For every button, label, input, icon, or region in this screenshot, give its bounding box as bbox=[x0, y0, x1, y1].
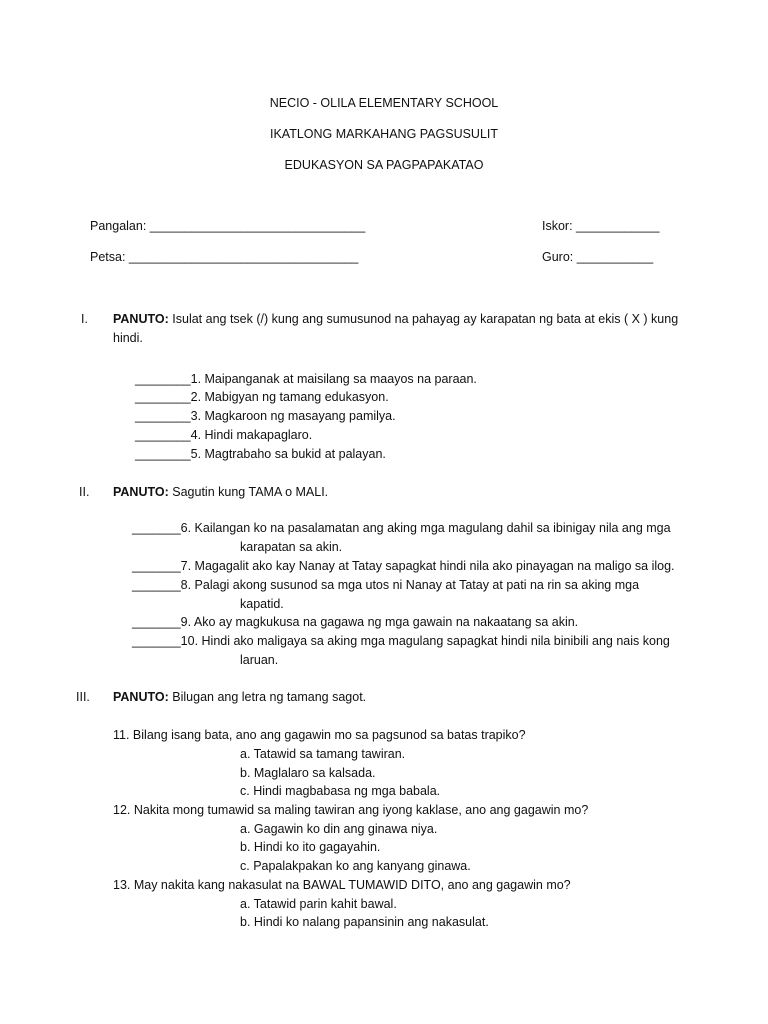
part3-instruction bbox=[113, 689, 366, 705]
score-field[interactable]: Iskor: ____________ bbox=[542, 219, 660, 233]
q12-option-b[interactable]: b. Hindi ko ito gagayahin. bbox=[240, 840, 381, 854]
part2-item-6-cont: karapatan sa akin. bbox=[240, 540, 343, 554]
q11-option-c[interactable]: c. Hindi magbabasa ng mga babala. bbox=[240, 784, 441, 798]
question-13: 13. May nakita kang nakasulat na BAWAL TUMAWID DITO, ano ang gagawin mo? bbox=[113, 878, 571, 892]
part3-instruction-text: Bilugan ang letra ng tamang sagot. bbox=[168, 690, 367, 704]
part2-item-9[interactable]: _______9. Ako ay magkukusa na gagawa ng mga gawain na nakaatang sa akin. bbox=[132, 615, 579, 629]
q11-option-a[interactable]: a. Tatawid sa tamang tawiran. bbox=[240, 747, 406, 761]
part1-label: PANUTO: bbox=[113, 312, 169, 326]
part1-item-4[interactable]: ________4. Hindi makapaglaro. bbox=[135, 428, 313, 442]
date-field[interactable]: Petsa: _________________________________ bbox=[90, 250, 359, 264]
question-12: 12. Nakita mong tumawid sa maling tawiran ang iyong kaklase, ano ang gagawin mo? bbox=[113, 803, 589, 817]
part2-label: PANUTO: bbox=[113, 485, 169, 499]
part1-instruction bbox=[113, 311, 678, 327]
part2-item-8-cont: kapatid. bbox=[240, 597, 284, 611]
part1-item-5[interactable]: ________5. Magtrabaho sa bukid at palayan. bbox=[135, 447, 386, 461]
part3-label: PANUTO: bbox=[113, 690, 169, 704]
part2-item-6[interactable]: _______6. Kailangan ko na pasalamatan ang aking mga magulang dahil sa ibinigay nila ang mga bbox=[132, 521, 671, 535]
part1-item-1[interactable]: ________1. Maipanganak at maisilang sa maayos na paraan. bbox=[135, 372, 477, 386]
school-name: NECIO - OLILA ELEMENTARY SCHOOL bbox=[269, 96, 499, 110]
q12-option-a[interactable]: a. Gagawin ko din ang ginawa niya. bbox=[240, 822, 438, 836]
part2-item-7[interactable]: _______7. Magagalit ako kay Nanay at Tatay sapagkat hindi nila ako pinayagan na maligo sa ilog. bbox=[132, 559, 675, 573]
part1-numeral: I. bbox=[81, 312, 88, 326]
part2-instruction-text: Sagutin kung TAMA o MALI. bbox=[168, 485, 329, 499]
question-11: 11. Bilang isang bata, ano ang gagawin mo sa pagsunod sa batas trapiko? bbox=[113, 728, 526, 742]
part2-item-8[interactable]: _______8. Palagi akong susunod sa mga utos ni Nanay at Tatay at pati na rin sa aking mga bbox=[132, 578, 640, 592]
part3-numeral: III. bbox=[76, 690, 90, 704]
part1-item-2[interactable]: ________2. Mabigyan ng tamang edukasyon. bbox=[135, 390, 389, 404]
name-field[interactable]: Pangalan: _______________________________ bbox=[90, 219, 366, 233]
part2-item-10[interactable]: _______10. Hindi ako maligaya sa aking mga magulang sapagkat hindi nila binibili ang nais kong bbox=[132, 634, 670, 648]
part1-item-3[interactable]: ________3. Magkaroon ng masayang pamilya. bbox=[135, 409, 396, 423]
q12-option-c[interactable]: c. Papalakpakan ko ang kanyang ginawa. bbox=[240, 859, 471, 873]
q13-option-b[interactable]: b. Hindi ko nalang papansinin ang nakasulat. bbox=[240, 915, 489, 929]
q11-option-b[interactable]: b. Maglalaro sa kalsada. bbox=[240, 766, 376, 780]
part2-item-10-cont: laruan. bbox=[240, 653, 279, 667]
exam-title: IKATLONG MARKAHANG PAGSUSULIT bbox=[269, 127, 499, 141]
part1-instruction-cont: hindi. bbox=[113, 331, 143, 345]
q13-option-a[interactable]: a. Tatawid parin kahit bawal. bbox=[240, 897, 397, 911]
part2-numeral: II. bbox=[79, 485, 90, 499]
part2-instruction bbox=[113, 484, 328, 500]
subject-title: EDUKASYON SA PAGPAPAKATAO bbox=[284, 158, 484, 172]
part1-instruction-text: Isulat ang tsek (/) kung ang sumusunod na pahayag ay karapatan ng bata at ekis ( X ) kung bbox=[168, 312, 679, 326]
teacher-field[interactable]: Guro: ___________ bbox=[542, 250, 654, 264]
